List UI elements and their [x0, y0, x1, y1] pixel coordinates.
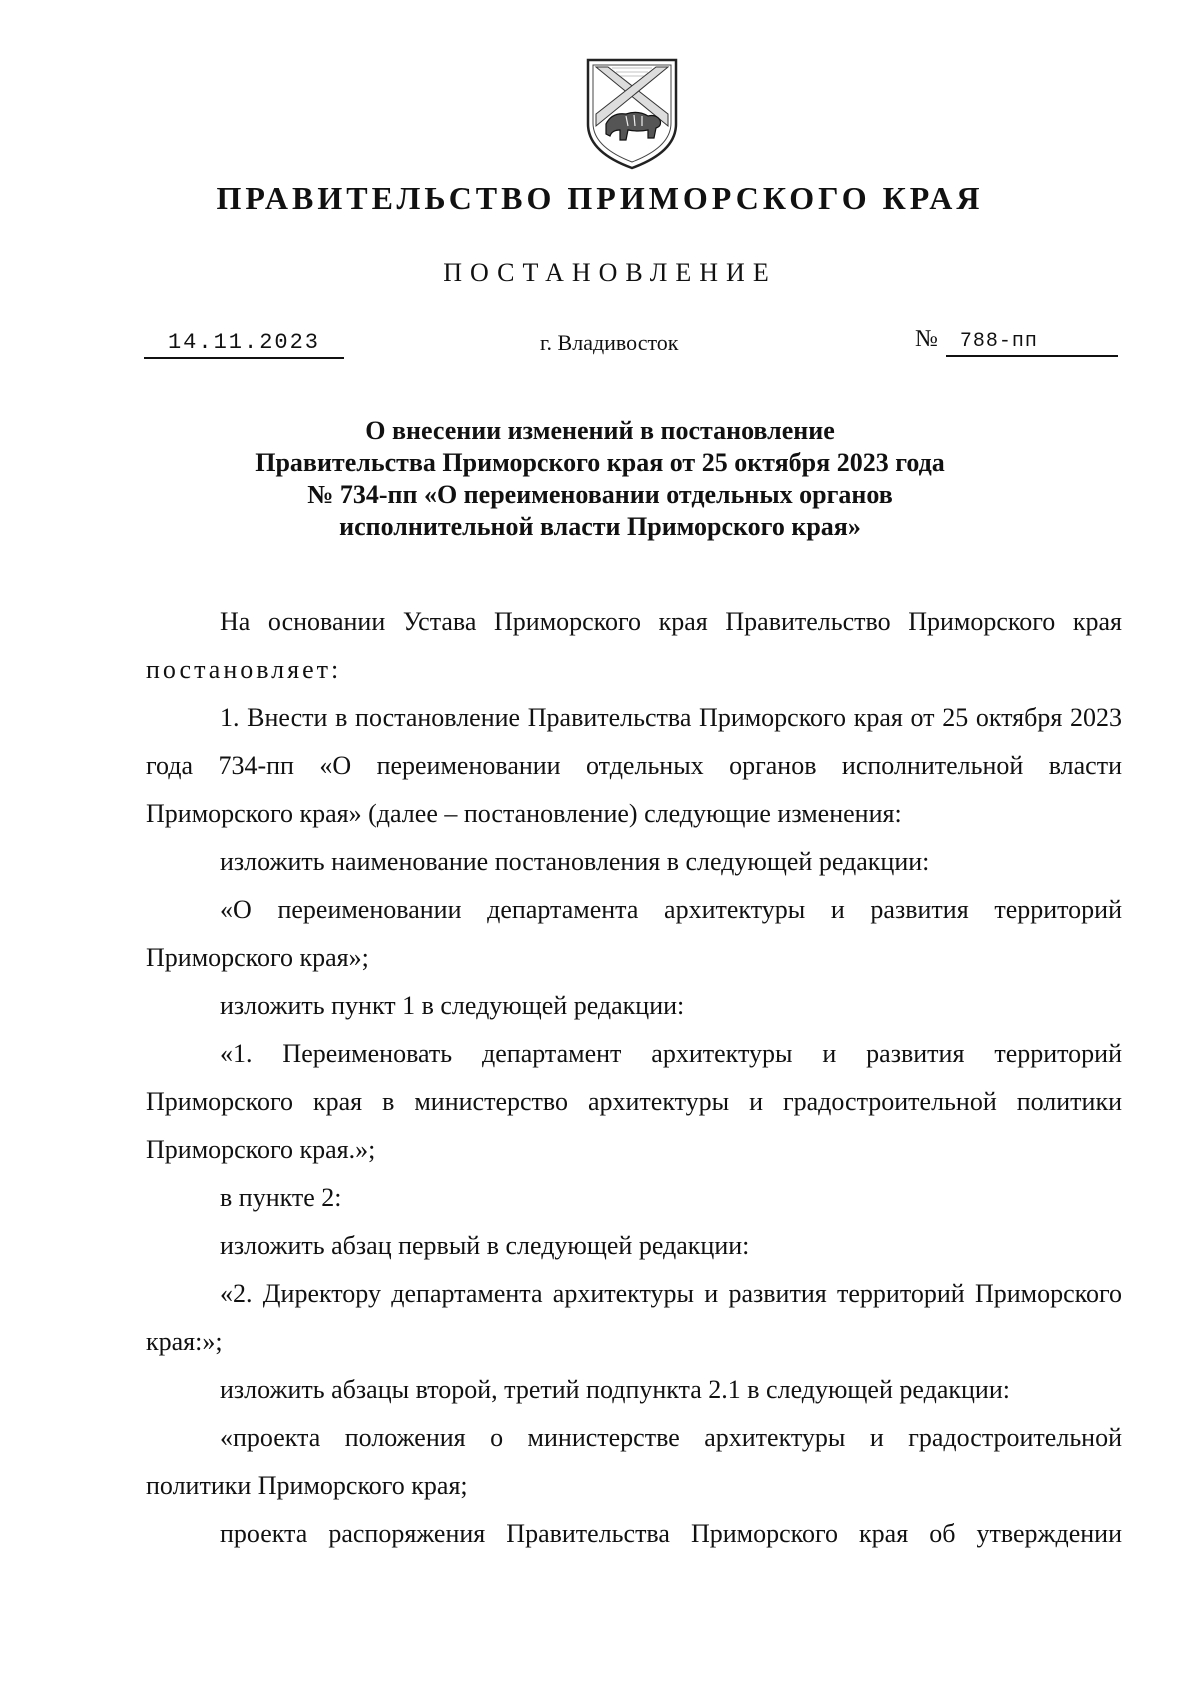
- paragraph: изложить абзац первый в следующей редакции:: [220, 1231, 750, 1260]
- paragraph: «1. Переименовать департамент архитектуры и развития территорий Приморского края в министерство архитектуры и градостроительной политики Приморского края.»;: [146, 1039, 1122, 1164]
- subject-line: Правительства Приморского края от 25 октября 2023 года: [255, 448, 945, 477]
- paragraph: «О переименовании департамента архитектуры и развития территорий Приморского края»;: [146, 895, 1122, 972]
- coat-of-arms-icon: [582, 54, 682, 174]
- paragraph: «проекта положения о министерстве архитектуры и градостроительной политики Приморского края;: [146, 1423, 1122, 1500]
- subject-line: № 734-пп «О переименовании отдельных органов: [307, 480, 893, 509]
- document-number: [915, 326, 1118, 357]
- paragraph: изложить абзацы второй, третий подпункта 2.1 в следующей редакции:: [220, 1375, 1010, 1404]
- paragraph: изложить наименование постановления в следующей редакции:: [220, 847, 930, 876]
- number-sign: №: [915, 326, 938, 352]
- paragraph: в пункте 2:: [220, 1183, 342, 1212]
- intro-text: На основании Устава Приморского края Правительство Приморского края: [220, 607, 1122, 636]
- document-city: г. Владивосток: [540, 330, 679, 355]
- paragraph: проекта распоряжения Правительства Приморского края об утверждении: [220, 1519, 1122, 1548]
- document-subject: [100, 415, 1100, 543]
- paragraph: «2. Директору департамента архитектуры и развития территорий Приморского края:»;: [146, 1279, 1122, 1356]
- intro-paragraph: [146, 598, 1122, 694]
- subject-line: О внесении изменений в постановление: [365, 416, 835, 445]
- document-type: ПОСТАНОВЛЕНИЕ: [443, 258, 777, 287]
- decree-verb: постановляет: [146, 655, 332, 684]
- paragraph: изложить пункт 1 в следующей редакции:: [220, 991, 685, 1020]
- number-value: 788-пп: [946, 330, 1118, 357]
- document-date: 14.11.2023: [144, 330, 344, 359]
- document-body: [146, 598, 1122, 1558]
- organization-title: ПРАВИТЕЛЬСТВО ПРИМОРСКОГО КРАЯ: [216, 180, 984, 216]
- paragraph: 1. Внести в постановление Правительства Приморского края от 25 октября 2023 года 734-пп «О переименовании отдельных органов исполнительной власти Приморского края» (далее – постановление) следующие изменения:: [146, 703, 1122, 828]
- subject-line: исполнительной власти Приморского края»: [339, 512, 861, 541]
- intro-colon: :: [331, 655, 339, 684]
